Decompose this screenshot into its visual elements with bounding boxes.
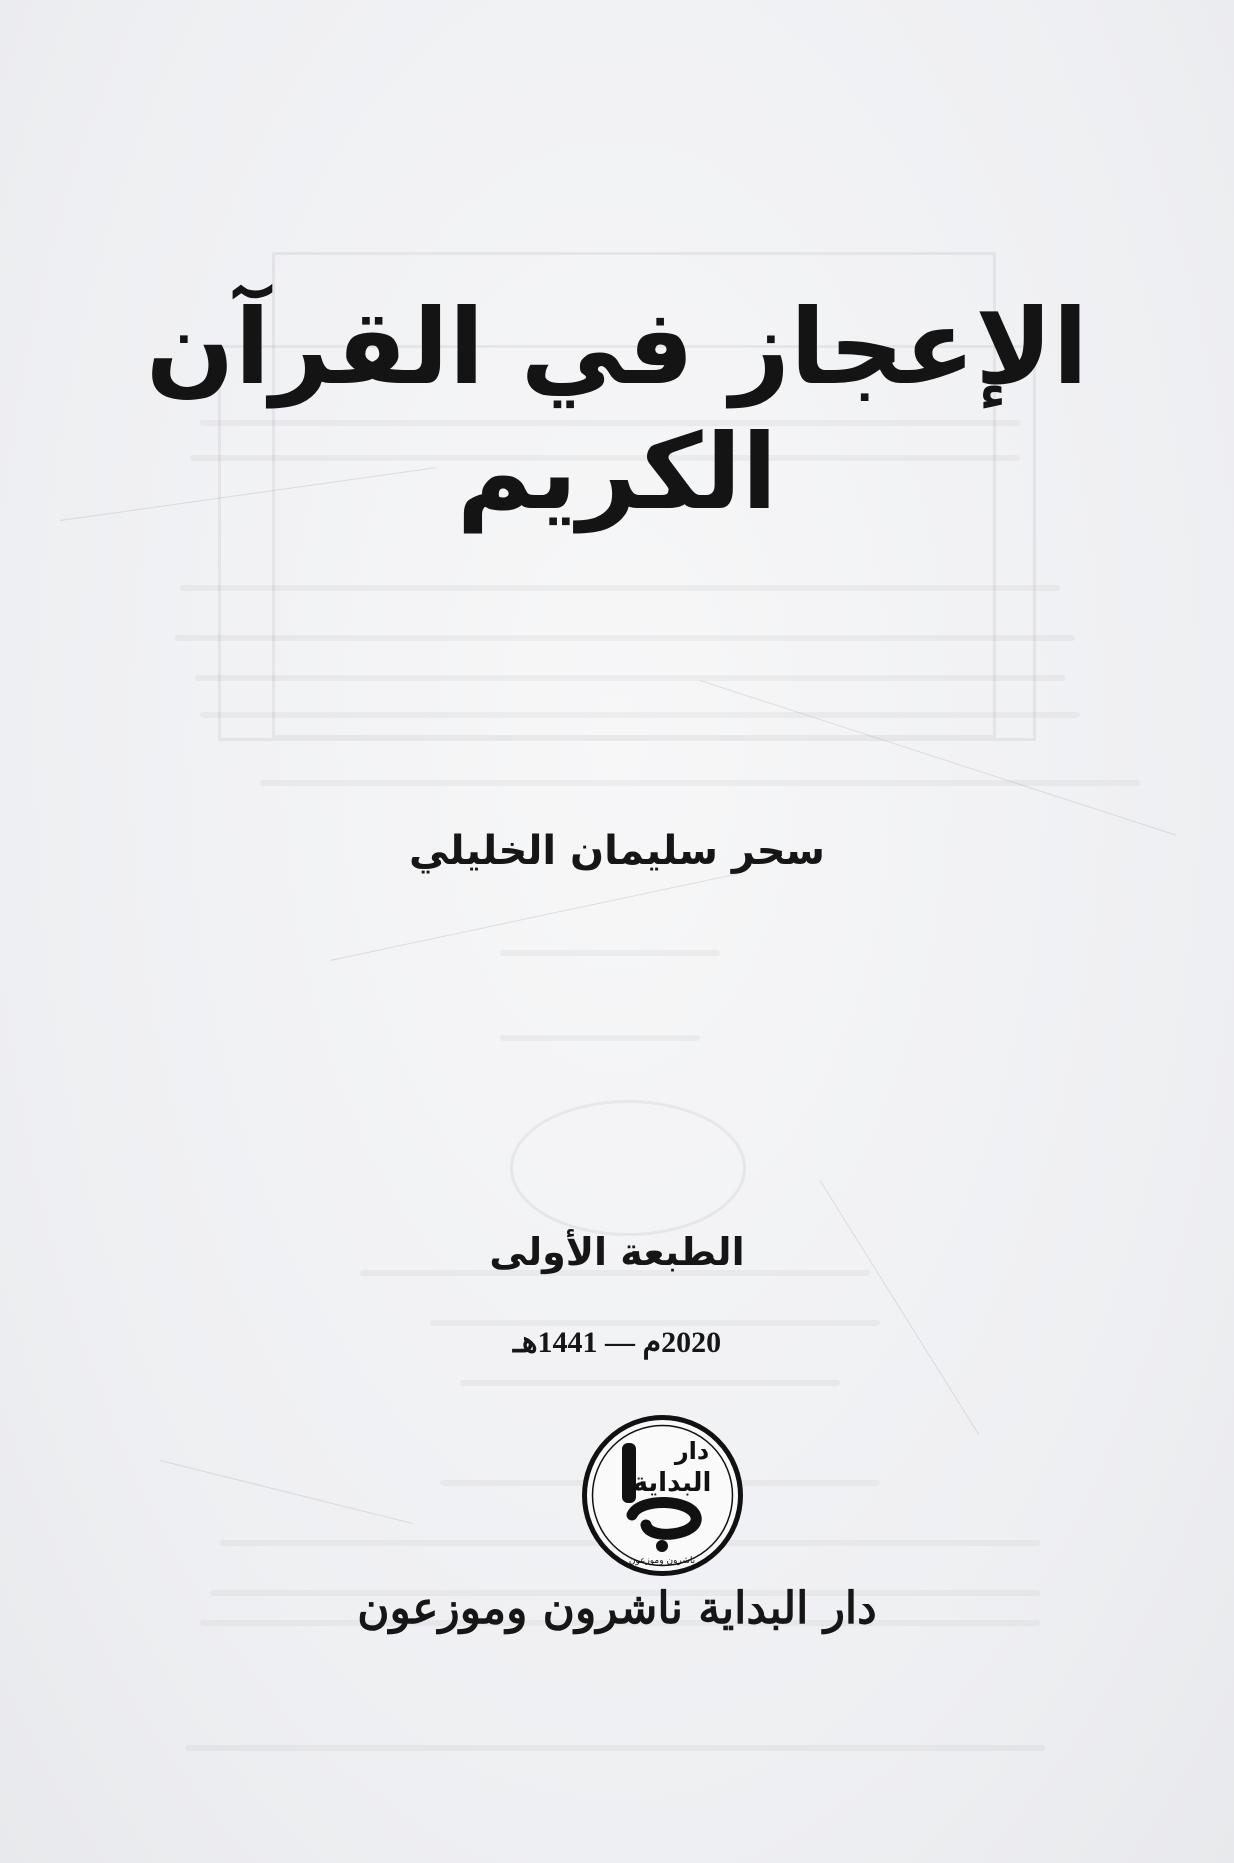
publication-date: 2020م — 1441هـ <box>512 1326 722 1359</box>
bleed-through-seal <box>510 1100 746 1236</box>
bleed-through-line <box>460 1380 840 1386</box>
logo-text-top: دار <box>674 1437 710 1465</box>
author-name: سحر سليمان الخليلي <box>409 828 825 874</box>
bleed-through-line <box>195 675 1065 681</box>
bleed-through-line <box>200 712 1080 718</box>
bleed-through-line <box>185 1745 1045 1751</box>
logo-text-main: البداية <box>632 1468 712 1498</box>
paper-scratch <box>160 1460 413 1524</box>
publisher-name: دار البداية ناشرون وموزعون <box>357 1583 877 1634</box>
bleed-through-line <box>500 950 720 956</box>
bleed-through-line <box>175 635 1075 641</box>
publisher-logo-icon <box>580 1413 745 1578</box>
bleed-through-line <box>500 1035 700 1041</box>
edition-label: الطبعة الأولى <box>489 1230 745 1274</box>
paper-scratch <box>330 873 741 961</box>
bleed-through-line <box>180 585 1060 591</box>
logo-text-bottom: ناشرون وموزعون <box>628 1556 696 1566</box>
book-title: الإعجاز في القرآن الكريم <box>145 286 1089 533</box>
paper-scratch <box>820 1180 980 1435</box>
